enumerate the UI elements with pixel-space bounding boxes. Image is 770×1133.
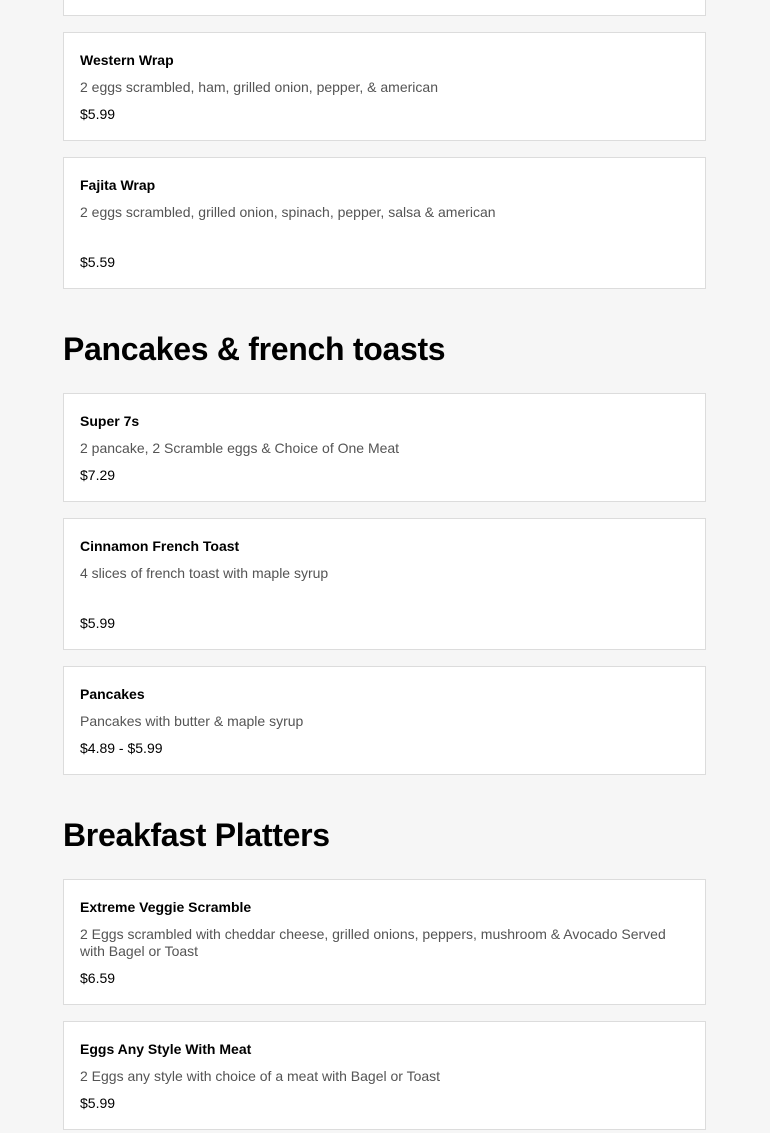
menu-item-description: 2 eggs scrambled, grilled onion, spinach, pepper, salsa & american xyxy=(80,204,496,220)
menu-item-description: 2 eggs scrambled, ham, grilled onion, pepper, & american xyxy=(80,79,438,95)
menu-item-description: Pancakes with butter & maple syrup xyxy=(80,713,304,729)
menu-item-name: Eggs Any Style With Meat xyxy=(80,1041,252,1057)
menu-item-price: $5.59 xyxy=(80,254,116,270)
menu-item-price: $7.29 xyxy=(80,467,116,483)
menu-item-price: $5.99 xyxy=(80,615,116,631)
menu-item-card[interactable] xyxy=(63,32,706,141)
menu-item-card[interactable] xyxy=(63,1021,706,1130)
menu-item-description: 2 Eggs scrambled with cheddar cheese, grilled onions, peppers, mushroom & Avocado Served with Bagel or Toast xyxy=(80,926,666,959)
menu-item-card[interactable] xyxy=(63,666,706,775)
menu-item-name: Western Wrap xyxy=(80,52,174,68)
menu-item-name: Extreme Veggie Scramble xyxy=(80,899,252,915)
menu-item-card[interactable] xyxy=(63,393,706,502)
menu-item-card[interactable] xyxy=(63,157,706,289)
menu-item-card[interactable] xyxy=(63,0,706,16)
menu-item-name: Super 7s xyxy=(80,413,140,429)
menu-item-card[interactable] xyxy=(63,518,706,650)
menu-item-name: Fajita Wrap xyxy=(80,177,156,193)
menu-item-price: $4.89 - $5.99 xyxy=(80,740,163,756)
menu-item-price: $5.99 xyxy=(80,1095,116,1111)
menu-item-price: $5.99 xyxy=(80,106,116,122)
section-title: Breakfast Platters xyxy=(63,817,330,853)
menu-item-name: Cinnamon French Toast xyxy=(80,538,240,554)
menu-item-name: Pancakes xyxy=(80,686,145,702)
menu-item-price: $6.59 xyxy=(80,970,116,986)
menu-item-description: 2 Eggs any style with choice of a meat with Bagel or Toast xyxy=(80,1068,441,1084)
menu-item-description: 2 pancake, 2 Scramble eggs & Choice of One Meat xyxy=(80,440,400,456)
menu-item-card[interactable] xyxy=(63,879,706,1005)
menu-item-description: 4 slices of french toast with maple syrup xyxy=(80,565,329,581)
section-title: Pancakes & french toasts xyxy=(63,331,446,367)
